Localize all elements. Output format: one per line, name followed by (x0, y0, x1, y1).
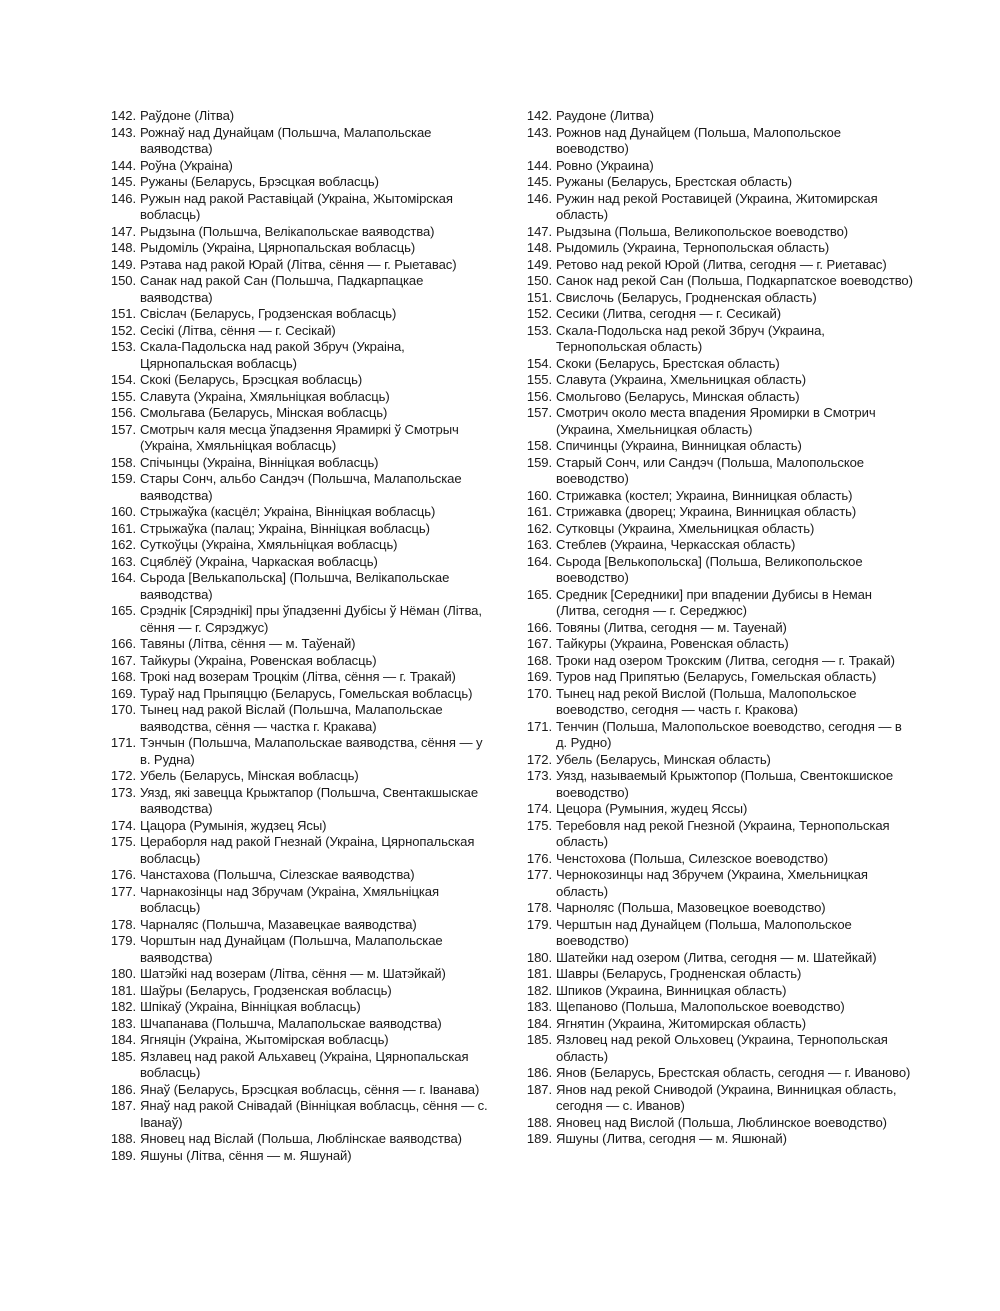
item-number: 160. (526, 487, 552, 503)
list-item (106, 1049, 496, 1082)
item-number: 170. (110, 702, 136, 717)
item-number: 181. (110, 982, 136, 998)
item-text: Янаў над ракой Снівадай (Вінніцкая вобласць, сёння — с. Іванаў) (140, 1098, 488, 1130)
list-item (522, 801, 914, 818)
item-text: Цецора (Румыния, жудец Яссы) (556, 801, 748, 816)
list-item (106, 389, 496, 406)
item-number: 175. (110, 834, 136, 849)
item-text: Сесики (Литва, сегодня — г. Сесикай) (556, 306, 781, 321)
list-item (522, 818, 914, 851)
list-item (106, 323, 496, 340)
item-text: Тэнчын (Польшча, Малапольскае ваяводства, сёння — у в. Рудна) (140, 735, 483, 767)
item-text: Чанстахова (Польшча, Сілезскае ваяводства) (140, 867, 415, 882)
list-item (106, 735, 496, 768)
list-item (106, 405, 496, 422)
item-number: 183. (110, 1015, 136, 1031)
item-number: 176. (526, 850, 552, 866)
list-item (106, 504, 496, 521)
item-text: Санак над ракой Сан (Польшча, Падкарпацкае ваяводства) (140, 273, 424, 305)
item-number: 153. (110, 339, 136, 354)
list-item (106, 125, 496, 158)
item-number: 143. (110, 124, 136, 140)
item-text: Ретово над рекой Юрой (Литва, сегодня — г. Риетавас) (556, 256, 887, 272)
list-item (522, 1131, 914, 1148)
item-number: 172. (110, 768, 136, 783)
item-text: Уязд, які завецца Крыжтапор (Польшча, Свентакшыскае ваяводства) (140, 784, 479, 816)
list-item (106, 818, 496, 835)
list-item (522, 240, 914, 257)
item-text: Яшуны (Літва, сёння — м. Яшунай) (140, 1147, 352, 1163)
list-item (106, 702, 496, 735)
item-number: 161. (526, 504, 552, 519)
list-item (522, 174, 914, 191)
item-number: 182. (526, 982, 552, 998)
item-number: 154. (526, 355, 552, 371)
left-column-list (106, 108, 496, 1164)
list-item (106, 224, 496, 241)
list-item (522, 405, 914, 438)
item-text: Янов над рекой Сниводой (Украина, Винницкая область, сегодня — с. Иванов) (556, 1081, 897, 1113)
item-number: 144. (526, 157, 552, 173)
list-item (106, 653, 496, 670)
list-item (522, 554, 914, 587)
list-item (522, 488, 914, 505)
item-text: Ружаны (Беларусь, Брестская область) (556, 174, 793, 189)
item-text: Спичинцы (Украина, Винницкая область) (556, 438, 802, 453)
item-number: 180. (110, 966, 136, 981)
item-text: Свіслач (Беларусь, Гродзенская вобласць) (140, 306, 397, 321)
item-text: Свислочь (Беларусь, Гродненская область) (556, 289, 817, 305)
list-item (522, 999, 914, 1016)
item-number: 166. (110, 636, 136, 651)
item-text: Смольгава (Беларусь, Мінская вобласць) (140, 405, 388, 420)
item-number: 149. (526, 256, 552, 272)
item-text: Спічынцы (Украіна, Вінніцкая вобласць) (140, 454, 379, 470)
item-text: Яновец над Вислой (Польша, Люблинское воеводство) (556, 1114, 887, 1130)
item-number: 157. (110, 421, 136, 437)
list-item (106, 1082, 496, 1099)
item-text: Суткоўцы (Украіна, Хмяльніцкая вобласць) (140, 537, 398, 552)
item-text: Рыдзына (Польшча, Велікапольскае ваяводства) (140, 223, 435, 239)
item-number: 182. (110, 999, 136, 1014)
item-number: 173. (110, 784, 136, 800)
list-item (106, 174, 496, 191)
item-number: 171. (526, 718, 552, 734)
list-item (522, 1082, 914, 1115)
item-number: 150. (526, 273, 552, 288)
item-number: 150. (110, 273, 136, 288)
item-number: 168. (526, 652, 552, 668)
list-item (522, 125, 914, 158)
item-text: Тураў над Прыпяццю (Беларусь, Гомельская вобласць) (140, 685, 473, 701)
item-text: Скала-Подольска над рекой Збруч (Украина, Тернопольская область) (556, 322, 825, 354)
item-text: Тайкуры (Украіна, Ровенская вобласць) (140, 652, 377, 668)
list-item (522, 686, 914, 719)
list-item (522, 323, 914, 356)
item-number: 176. (110, 867, 136, 882)
item-text: Чорштын над Дунайцам (Польшча, Малапольскае ваяводства) (140, 933, 443, 965)
item-text: Троки над озером Трокским (Литва, сегодня — г. Тракай) (556, 652, 895, 668)
list-item (106, 884, 496, 917)
list-item (106, 1032, 496, 1049)
item-number: 188. (526, 1114, 552, 1130)
item-text: Чарнакозінцы над Збручам (Украіна, Хмяльніцкая вобласць) (140, 883, 439, 915)
item-number: 172. (526, 751, 552, 767)
item-text: Тынец над рекой Вислой (Польша, Малопольское воеводство, сегодня — часть г. Кракова) (556, 685, 857, 717)
item-text: Рыдоміль (Украіна, Цярнопальская вобласць) (140, 240, 416, 255)
item-number: 142. (110, 108, 136, 123)
item-text: Скокі (Беларусь, Брэсцкая вобласць) (140, 372, 363, 387)
item-text: Яшуны (Литва, сегодня — м. Яшюнай) (556, 1131, 787, 1146)
list-item (106, 603, 496, 636)
item-number: 178. (110, 916, 136, 932)
item-number: 157. (526, 405, 552, 420)
list-item (106, 455, 496, 472)
item-number: 152. (110, 322, 136, 338)
item-number: 169. (526, 669, 552, 684)
item-text: Шчапанава (Польшча, Малапольскае ваяводства) (140, 1015, 442, 1031)
item-text: Чарноляс (Польша, Мазовецкое воеводство) (556, 900, 826, 915)
item-text: Стрыжаўка (палац; Украіна, Вінніцкая вобласць) (140, 520, 430, 536)
list-item (522, 950, 914, 967)
item-text: Ровно (Украина) (556, 157, 654, 173)
list-item (522, 768, 914, 801)
list-item (106, 636, 496, 653)
list-item (106, 537, 496, 554)
item-number: 159. (526, 454, 552, 470)
item-text: Яновец над Віслай (Польша, Люблінскае ваяводства) (140, 1131, 462, 1146)
item-text: Скоки (Беларусь, Брестская область) (556, 355, 780, 371)
item-text: Шатэйкі над возерам (Літва, сёння — м. Шатэйкай) (140, 966, 446, 981)
item-text: Шаўры (Беларусь, Гродзенская вобласць) (140, 982, 392, 998)
list-item (106, 372, 496, 389)
item-number: 185. (526, 1032, 552, 1047)
list-item (522, 587, 914, 620)
list-item (522, 620, 914, 637)
list-item (106, 570, 496, 603)
item-number: 167. (526, 636, 552, 651)
item-text: Теребовля над рекой Гнезной (Украина, Тернопольская область) (556, 817, 890, 849)
item-text: Стрижавка (костел; Украина, Винницкая область) (556, 487, 853, 503)
item-number: 177. (526, 867, 552, 882)
list-item (106, 158, 496, 175)
item-text: Сесікі (Літва, сёння — г. Сесікай) (140, 322, 336, 338)
list-item (106, 768, 496, 785)
list-item (106, 1148, 496, 1165)
item-text: Роўна (Украіна) (140, 157, 233, 173)
list-item (106, 983, 496, 1000)
list-item (522, 224, 914, 241)
item-number: 173. (526, 768, 552, 783)
list-item (106, 966, 496, 983)
item-number: 187. (526, 1081, 552, 1097)
item-number: 177. (110, 883, 136, 899)
item-text: Скала-Падольска над ракой Збруч (Украіна, Цярнопальская вобласць) (140, 339, 405, 371)
list-item (522, 257, 914, 274)
right-column-list (522, 108, 914, 1148)
item-number: 158. (526, 438, 552, 453)
list-item (106, 521, 496, 538)
item-text: Убель (Беларусь, Мінская вобласць) (140, 768, 359, 783)
item-text: Срэднік [Сярэднікі] пры ўпадзенні Дубісы ў Нёман (Літва, сёння — г. Сярэджус) (140, 603, 482, 635)
item-number: 164. (526, 553, 552, 569)
list-item (106, 240, 496, 257)
item-number: 171. (110, 735, 136, 750)
item-number: 164. (110, 570, 136, 585)
item-text: Тынец над ракой Віслай (Польшча, Малапольскае ваяводства, сёння — частка г. Кракава) (140, 702, 443, 734)
item-text: Чернокозинцы над Збручем (Украина, Хмельницкая область) (556, 867, 868, 899)
item-text: Цераборля над ракой Гнезнай (Украіна, Цярнопальская вобласць) (140, 834, 475, 866)
item-text: Черштын над Дунайцем (Польша, Малопольское воеводство) (556, 916, 852, 948)
list-item (522, 966, 914, 983)
item-number: 184. (110, 1032, 136, 1047)
item-number: 165. (526, 586, 552, 602)
item-number: 189. (110, 1147, 136, 1163)
item-text: Сьрода [Велькапольска] (Польшча, Велікапольскае ваяводства) (140, 570, 450, 602)
item-number: 162. (110, 537, 136, 552)
item-number: 186. (110, 1081, 136, 1097)
list-item (106, 257, 496, 274)
item-text: Товяны (Литва, сегодня — м. Тауенай) (556, 619, 787, 635)
item-number: 144. (110, 157, 136, 173)
item-number: 161. (110, 520, 136, 536)
item-number: 146. (110, 190, 136, 206)
item-text: Рожнов над Дунайцем (Польша, Малопольское воеводство) (556, 124, 841, 156)
item-number: 174. (110, 817, 136, 833)
list-item (522, 669, 914, 686)
list-item (522, 306, 914, 323)
item-number: 168. (110, 669, 136, 684)
list-item (106, 669, 496, 686)
item-text: Санок над рекой Сан (Польша, Подкарпатское воеводство) (556, 273, 913, 288)
list-item (522, 900, 914, 917)
item-text: Ружин над рекой Роставицей (Украина, Житомирская область) (556, 190, 878, 222)
item-number: 159. (110, 471, 136, 486)
item-number: 151. (110, 306, 136, 321)
list-item (522, 455, 914, 488)
item-text: Шавры (Беларусь, Гродненская область) (556, 966, 802, 981)
item-text: Язловец над рекой Ольховец (Украина, Тернопольская область) (556, 1032, 888, 1064)
list-item (106, 1098, 496, 1131)
list-item (106, 917, 496, 934)
item-text: Смотрыч каля месца ўпадзення Ярамиркі ў Смотрыч (Украіна, Хмяльніцкая вобласць) (140, 421, 459, 453)
item-text: Сутковцы (Украина, Хмельницкая область) (556, 520, 815, 536)
list-item (106, 273, 496, 306)
item-text: Средник [Середники] при впадении Дубисы в Неман (Литва, сегодня — г. Середжюс) (556, 586, 872, 618)
item-number: 189. (526, 1131, 552, 1146)
item-number: 187. (110, 1098, 136, 1113)
item-number: 153. (526, 322, 552, 338)
item-text: Рыдзына (Польша, Великопольское воеводство) (556, 223, 849, 239)
item-text: Смольгово (Беларусь, Минская область) (556, 388, 800, 404)
item-text: Язлавец над ракой Альхавец (Украіна, Цярнопальская вобласць) (140, 1048, 469, 1080)
item-text: Стеблев (Украина, Черкасская область) (556, 537, 796, 552)
item-number: 143. (526, 124, 552, 140)
item-number: 158. (110, 454, 136, 470)
list-item (106, 1131, 496, 1148)
item-number: 188. (110, 1131, 136, 1146)
item-number: 142. (526, 108, 552, 123)
item-text: Рожнаў над Дунайцам (Польшча, Малапольскае ваяводства) (140, 124, 432, 156)
item-text: Сьрода [Велькопольска] (Польша, Великопольское воеводство) (556, 553, 863, 585)
item-text: Шпікаў (Украіна, Вінніцкая вобласць) (140, 999, 361, 1014)
list-item (106, 933, 496, 966)
item-text: Янаў (Беларусь, Брэсцкая вобласць, сёння — г. Іванава) (140, 1081, 480, 1097)
list-item (106, 999, 496, 1016)
item-number: 165. (110, 603, 136, 618)
item-text: Туров над Припятью (Беларусь, Гомельская область) (556, 669, 877, 684)
item-text: Ружаны (Беларусь, Брэсцкая вобласць) (140, 174, 379, 189)
item-text: Шатейки над озером (Литва, сегодня — м. Шатейкай) (556, 949, 877, 965)
list-item (106, 1016, 496, 1033)
item-number: 155. (110, 388, 136, 404)
list-item (106, 834, 496, 867)
list-item (522, 917, 914, 950)
item-text: Шпиков (Украина, Винницкая область) (556, 982, 787, 998)
item-text: Ягняцін (Украіна, Жытомірская вобласць) (140, 1032, 389, 1047)
item-text: Цацора (Румынія, жудзец Ясы) (140, 817, 327, 833)
item-number: 155. (526, 372, 552, 387)
list-item (522, 521, 914, 538)
list-item (522, 1115, 914, 1132)
item-text: Рэтава над ракой Юрай (Літва, сёння — г. Рыетавас) (140, 256, 457, 272)
list-item (522, 504, 914, 521)
item-number: 148. (110, 240, 136, 255)
item-number: 147. (526, 223, 552, 239)
item-number: 156. (110, 405, 136, 420)
item-number: 148. (526, 240, 552, 255)
list-item (106, 422, 496, 455)
item-number: 178. (526, 900, 552, 915)
item-number: 156. (526, 388, 552, 404)
item-text: Славута (Украина, Хмельницкая область) (556, 372, 807, 387)
list-item (522, 356, 914, 373)
item-number: 147. (110, 223, 136, 239)
list-item (522, 752, 914, 769)
list-item (522, 867, 914, 900)
item-text: Смотрич около места впадения Яромирки в Смотрич (Украина, Хмельницкая область) (556, 405, 876, 437)
list-item (106, 108, 496, 125)
item-text: Раўдоне (Літва) (140, 108, 235, 123)
item-text: Старый Сонч, или Сандэч (Польша, Малопольское воеводство) (556, 454, 864, 486)
list-item (106, 306, 496, 323)
item-text: Щепаново (Польша, Малопольское воеводство) (556, 999, 845, 1014)
item-number: 186. (526, 1065, 552, 1080)
item-number: 151. (526, 289, 552, 305)
item-text: Славута (Украіна, Хмяльніцкая вобласць) (140, 388, 390, 404)
item-text: Сцяблёў (Украіна, Чаркаская вобласць) (140, 553, 378, 569)
item-text: Ягнятин (Украина, Житомирская область) (556, 1015, 806, 1031)
item-text: Тавяны (Літва, сёння — м. Таўенай) (140, 636, 356, 651)
item-number: 152. (526, 306, 552, 321)
list-item (522, 191, 914, 224)
list-item (522, 108, 914, 125)
list-item (106, 471, 496, 504)
item-number: 167. (110, 652, 136, 668)
item-text: Уязд, называемый Крыжтопор (Польша, Свентокшиское воеводство) (556, 768, 894, 800)
item-text: Ружын над ракой Раставіцай (Украіна, Жытомірская вобласць) (140, 190, 453, 222)
item-text: Тайкуры (Украина, Ровенская область) (556, 636, 789, 651)
item-number: 145. (110, 174, 136, 189)
list-item (522, 1032, 914, 1065)
item-text: Трокі над возерам Троцкім (Літва, сёння — г. Тракай) (140, 669, 456, 684)
item-number: 163. (526, 537, 552, 552)
item-number: 170. (526, 685, 552, 701)
item-number: 162. (526, 520, 552, 536)
item-text: Рыдомиль (Украина, Тернопольская область) (556, 240, 830, 255)
list-item (106, 785, 496, 818)
item-number: 146. (526, 190, 552, 206)
list-item (522, 389, 914, 406)
item-number: 149. (110, 256, 136, 272)
item-text: Стрижавка (дворец; Украина, Винницкая область) (556, 504, 857, 519)
list-item (522, 273, 914, 290)
list-item (522, 636, 914, 653)
list-item (522, 537, 914, 554)
item-text: Стрыжаўка (касцёл; Украіна, Вінніцкая вобласць) (140, 504, 436, 519)
item-number: 179. (526, 916, 552, 932)
list-item (106, 867, 496, 884)
item-text: Убель (Беларусь, Минская область) (556, 751, 771, 767)
list-item (522, 653, 914, 670)
list-item (522, 719, 914, 752)
item-number: 181. (526, 966, 552, 981)
list-item (522, 372, 914, 389)
item-number: 163. (110, 553, 136, 569)
list-item (522, 851, 914, 868)
item-text: Ченстохова (Польша, Силезское воеводство) (556, 850, 829, 866)
item-number: 160. (110, 504, 136, 519)
item-text: Раудоне (Литва) (556, 108, 654, 123)
item-number: 174. (526, 801, 552, 816)
item-number: 145. (526, 174, 552, 189)
item-number: 185. (110, 1048, 136, 1064)
list-item (522, 438, 914, 455)
item-number: 154. (110, 372, 136, 387)
item-text: Тенчин (Польша, Малопольское воеводство, сегодня — в д. Рудно) (556, 718, 902, 750)
item-number: 184. (526, 1015, 552, 1031)
item-text: Чарналяс (Польшча, Мазавецкае ваяводства) (140, 916, 417, 932)
item-number: 166. (526, 619, 552, 635)
item-text: Янов (Беларусь, Брестская область, сегодня — г. Иваново) (556, 1065, 911, 1080)
list-item (106, 686, 496, 703)
list-item (106, 191, 496, 224)
list-item (522, 158, 914, 175)
item-text: Стары Сонч, альбо Сандэч (Польшча, Малапольскае ваяводства) (140, 471, 462, 503)
item-number: 175. (526, 817, 552, 833)
item-number: 180. (526, 949, 552, 965)
item-number: 183. (526, 999, 552, 1014)
list-item (522, 290, 914, 307)
list-item (106, 554, 496, 571)
list-item (522, 1016, 914, 1033)
list-item (522, 1065, 914, 1082)
list-item (522, 983, 914, 1000)
item-number: 169. (110, 685, 136, 701)
item-number: 179. (110, 933, 136, 948)
list-item (106, 339, 496, 372)
